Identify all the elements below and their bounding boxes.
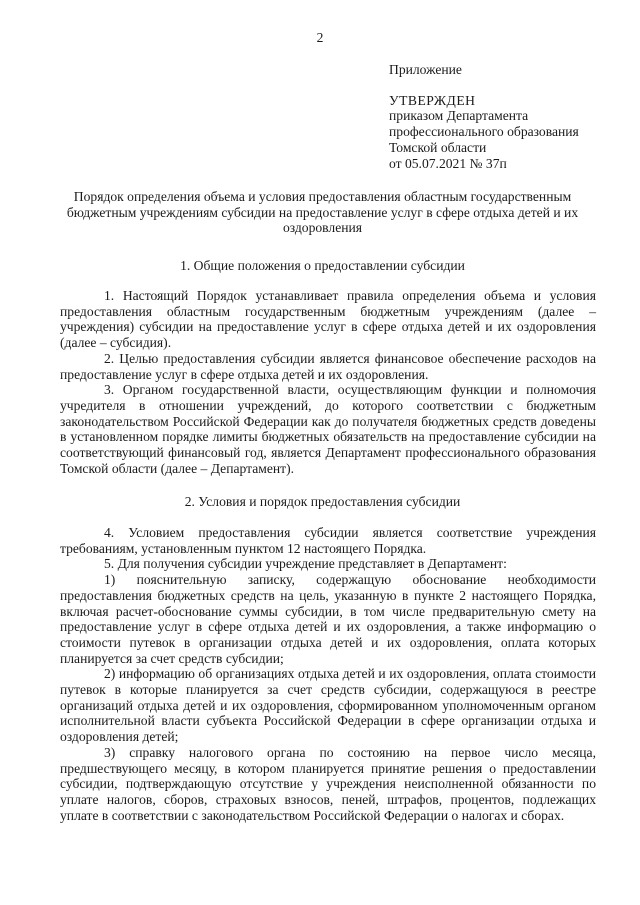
approval-line: Томской области — [389, 139, 487, 155]
paragraph: 2. Целью предоставления субсидии является финансовое обеспечение расходов на предоставление услуг в сфере отдыха детей и их оздоровления. — [60, 350, 596, 382]
document-title: Порядок определения объема и условия предоставления областным государственным бюджетным учреждениям субсидии на предоставление услуг в сфере отдыха детей и их оздоровления — [66, 189, 579, 236]
paragraph: 3) справку налогового органа по состоянию на первое число месяца, предшествующего месяцу, в котором планируется принятие решения о предоставлении субсидии, подтверждающую отсутствие у учреждения неисполненной обязанности по уплате налогов, сборов, страховых взносов, пеней, штрафов, процентов, подлежащих уплате в соответствии с законодательством Российской Федерации о налогах и сборах. — [60, 744, 596, 823]
paragraph: 1) пояснительную записку, содержащую обоснование необходимости предоставления бюджетных средств на цель, указанную в пункте 2 настоящего Порядка, включая расчет-обоснование суммы субсидии, в том числе предварительную смету на предоставление услуг в сфере отдыха детей и их оздоровления, а также информацию о стоимости путевок в организации отдыха детей и их оздоровления, оплата которых планируется за счет средств субсидии; — [60, 572, 596, 666]
section-1-body — [60, 288, 596, 476]
paragraph: 2) информацию об организациях отдыха детей и их оздоровления, оплата стоимости путевок в которые планируется за счет средств субсидии, содержащуюся в реестре организаций отдыха детей и их оздоровления, сформированном уполномоченным органом исполнительной власти субъекта Российской Федерации в сфере организации отдыха и оздоровления детей; — [60, 666, 596, 745]
page-number: 2 — [316, 30, 324, 45]
paragraph: 4. Условием предоставления субсидии является соответствие учреждения требованиям, установленным пунктом 12 настоящего Порядка. — [60, 525, 596, 556]
section-2-body — [60, 525, 596, 823]
section-heading: 2. Условия и порядок предоставления субсидии — [184, 494, 461, 509]
paragraph: 3. Органом государственной власти, осуществляющим функции и полномочия учредителя в отношении учреждений, до которого соответствии с бюджетным законодательством Российской Федерации как до получателя бюджетных средств доведены в установленном порядке лимиты бюджетных обязательств на предоставление субсидии на соответствующий финансовый год, является Департамент профессионального образования Томской области (далее – Департамент). — [60, 382, 596, 476]
appendix-label: Приложение — [389, 62, 462, 77]
approved-heading: УТВЕРЖДЕН — [389, 92, 476, 108]
approval-line: приказом Департамента — [389, 108, 529, 124]
approval-stamp-block — [389, 62, 629, 171]
section-heading: 1. Общие положения о предоставлении субсидии — [180, 258, 465, 273]
paragraph: 1. Настоящий Порядок устанавливает правила определения объема и условия предоставления областным государственным бюджетным учреждениям (далее – учреждения) субсидии на предоставление услуг в сфере отдыха детей и их оздоровления (далее – субсидия). — [60, 288, 596, 351]
paragraph: 5. Для получения субсидии учреждение представляет в Департамент: — [104, 556, 507, 572]
approval-line: от 05.07.2021 № 37п — [389, 155, 507, 171]
approval-line: профессионального образования — [389, 124, 579, 140]
